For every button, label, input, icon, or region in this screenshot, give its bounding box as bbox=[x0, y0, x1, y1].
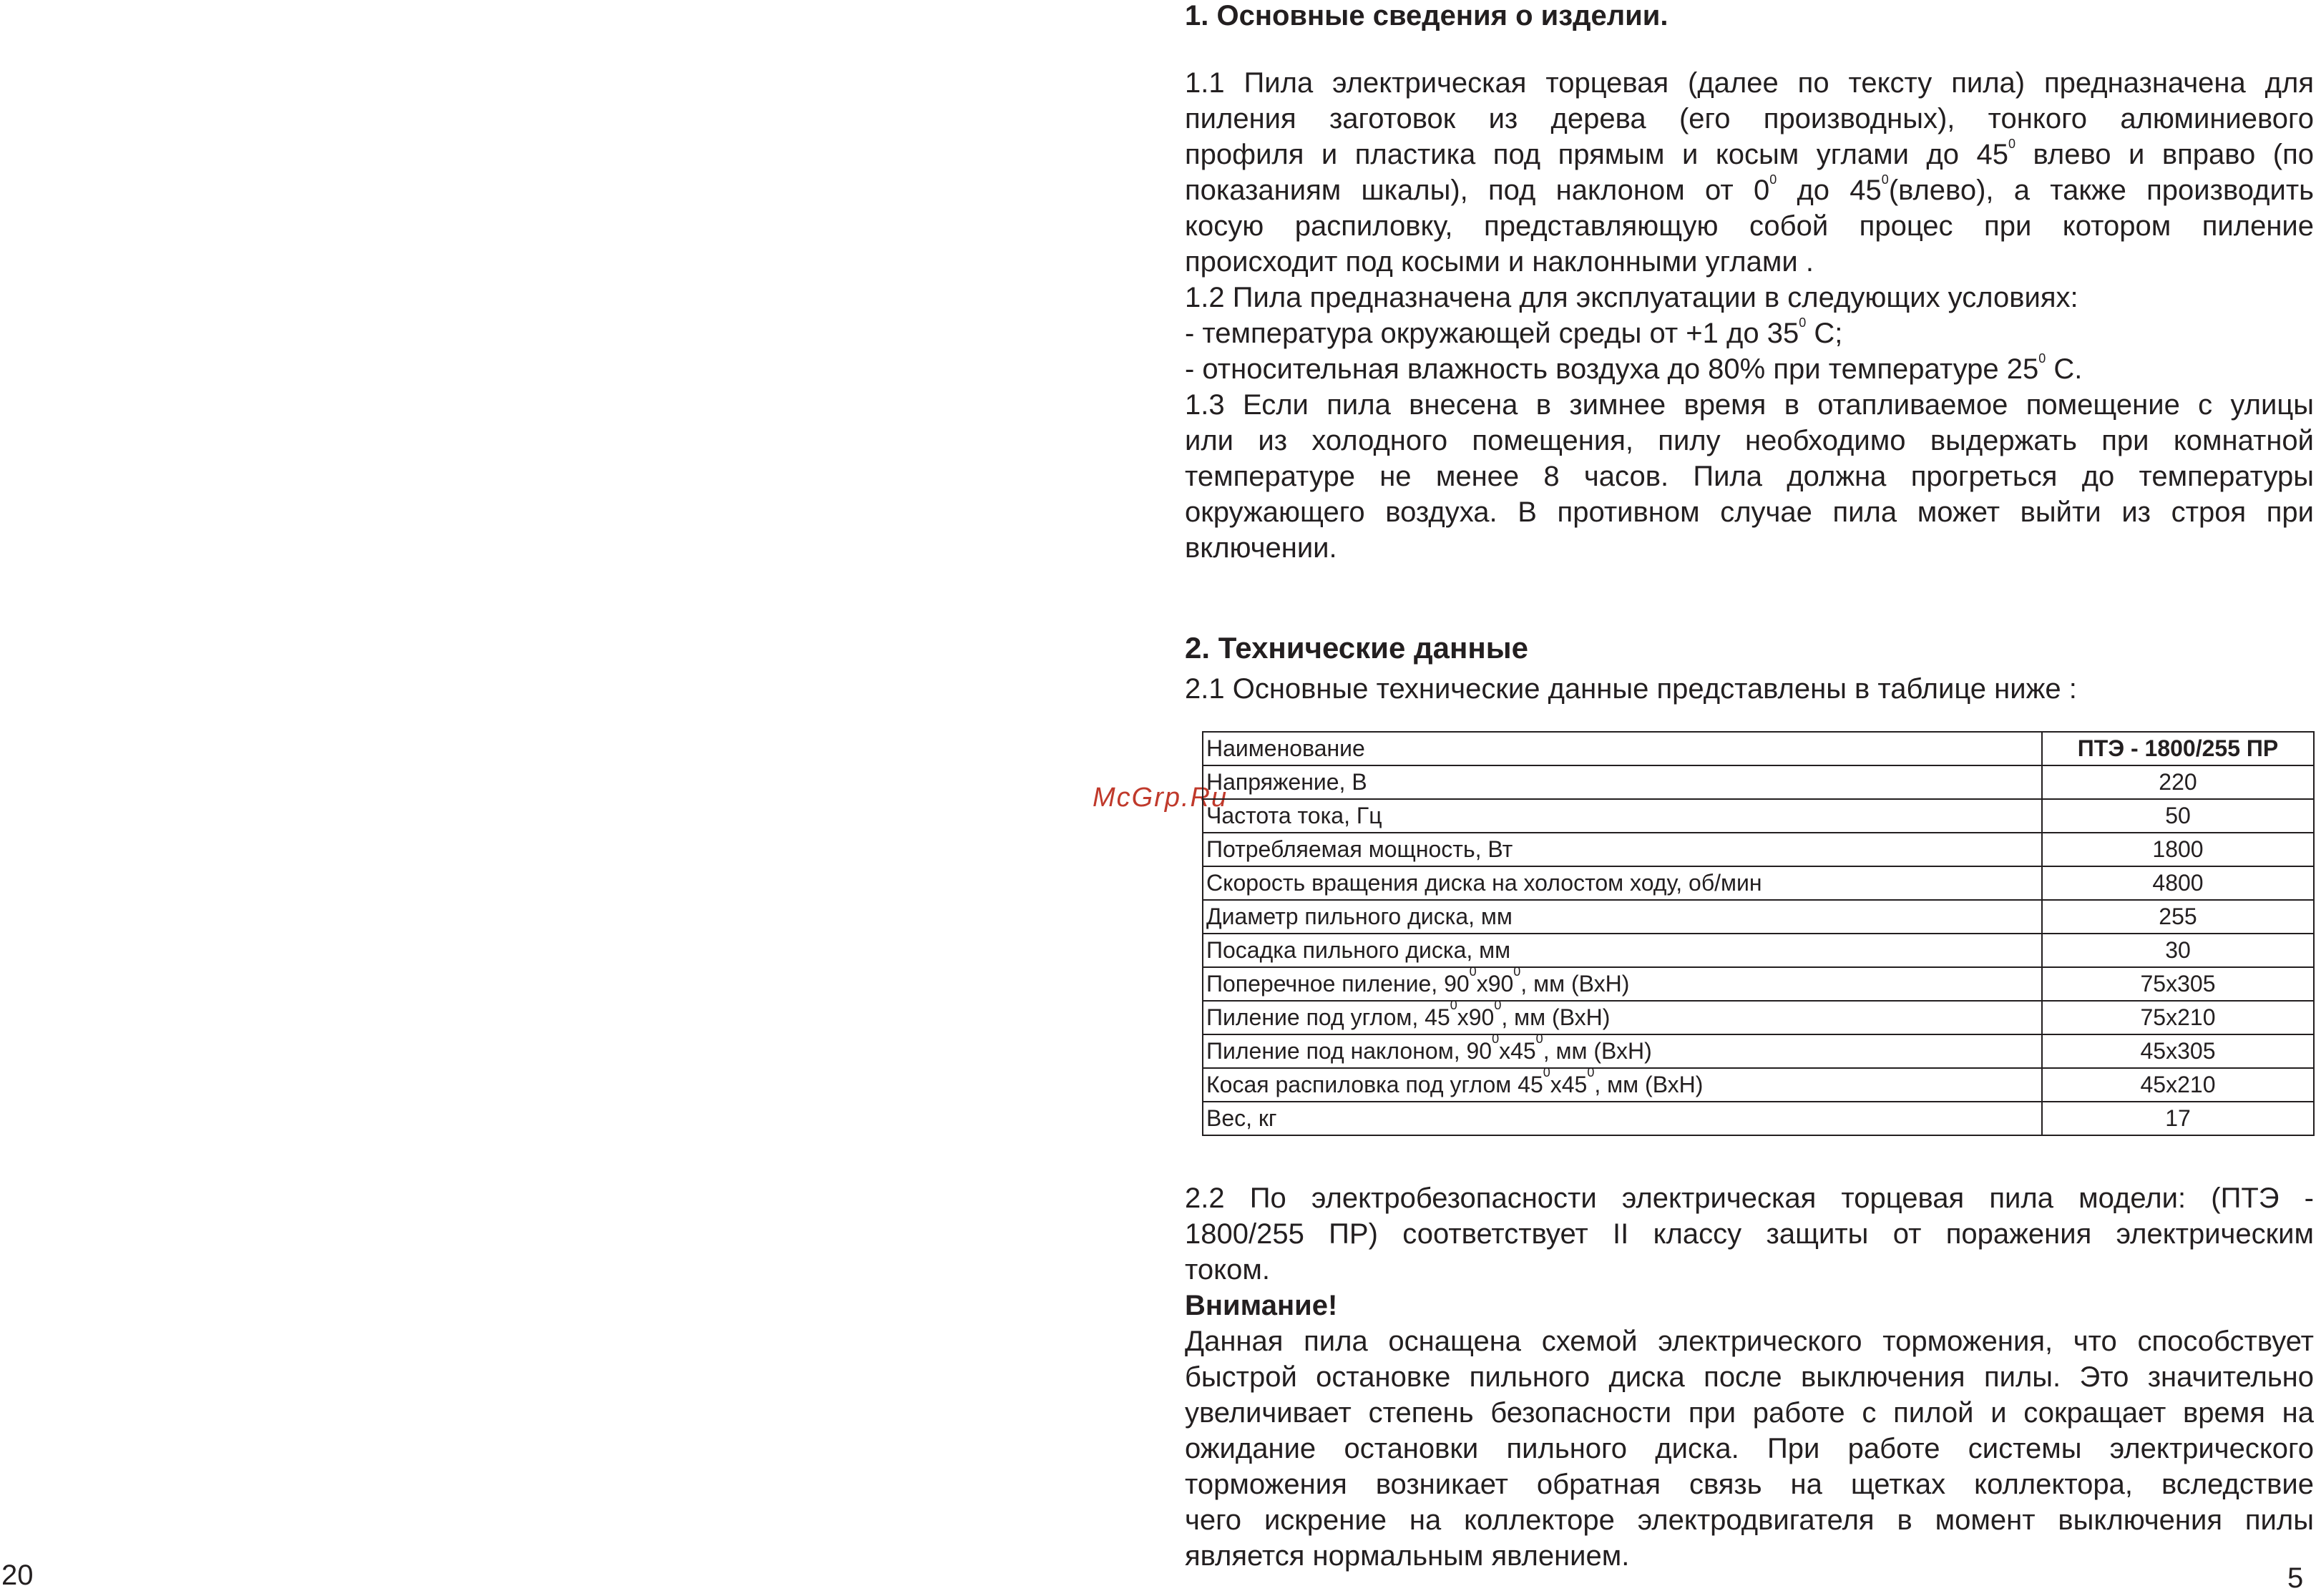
degree-mark: 0 bbox=[1535, 1032, 1543, 1046]
text-line: 1.1 Пила электрическая торцевая (далее по тексту пила) предназначена для bbox=[1185, 67, 2314, 99]
spec-name: Косая распиловка под углом $45^0х45^0$, мм (ВхН) bbox=[1203, 1068, 2042, 1102]
degree-mark: 0 bbox=[2038, 351, 2046, 366]
spec-value: 45x210 bbox=[2042, 1068, 2314, 1102]
spec-value: 75x305 bbox=[2042, 967, 2314, 1001]
spec-name: Поперечное пиление, $90^0х90^0$, мм (ВхН) bbox=[1203, 967, 2042, 1001]
attention-paragraph bbox=[1185, 1323, 2314, 1574]
text-line: увеличивает степень безопасности при работе с пилой и сокращает время на bbox=[1185, 1397, 2314, 1429]
paragraph-2-1: 2.1 Основные технические данные представлены в таблице ниже : bbox=[1185, 673, 2077, 705]
text-line: чего искрение на коллекторе электродвигателя в момент выключения пилы bbox=[1185, 1504, 2314, 1536]
table-row bbox=[1203, 900, 2314, 934]
specs-table-header bbox=[1203, 732, 2314, 765]
specs-header-name: Наименование bbox=[1203, 732, 2042, 765]
degree-mark: 0 bbox=[1881, 172, 1889, 187]
paragraph-1-2 bbox=[1185, 280, 2314, 387]
page-number-right: 5 bbox=[2287, 1562, 2304, 1594]
spec-value: 45x305 bbox=[2042, 1034, 2314, 1068]
spec-name: Скорость вращения диска на холостом ходу, об/мин bbox=[1203, 866, 2042, 900]
spec-name: Потребляемая мощность, Вт bbox=[1203, 833, 2042, 866]
paragraph-1-3 bbox=[1185, 387, 2314, 566]
spec-name: Посадка пильного диска, мм bbox=[1203, 934, 2042, 967]
spec-name: Пиление под углом, $45^0х90^0$, мм (ВхН) bbox=[1203, 1001, 2042, 1034]
watermark: McGrp.Ru bbox=[1093, 783, 1228, 813]
text-line: профиля и пластика под прямым и косым углами до $45^0$ влево и вправо (по bbox=[1185, 137, 2315, 170]
text-line: 1800/255 ПР) соответствует II классу защиты от поражения электрическим bbox=[1185, 1218, 2314, 1250]
text-line: Данная пила оснащена схемой электрического торможения, что способствует bbox=[1185, 1326, 2314, 1357]
spec-value: 50 bbox=[2042, 799, 2314, 833]
spec-name: Диаметр пильного диска, мм bbox=[1203, 900, 2042, 934]
paragraph-1-1 bbox=[1185, 65, 2314, 280]
spec-value: 17 bbox=[2042, 1102, 2314, 1135]
degree-mark: 0 bbox=[1799, 315, 1807, 330]
attention-title: Внимание! bbox=[1185, 1290, 1338, 1321]
text-line: током. bbox=[1185, 1254, 1270, 1286]
text-line: пиления заготовок из дерева (его производных), тонкого алюминиевого bbox=[1185, 103, 2314, 134]
degree-mark: 0 bbox=[1543, 1065, 1550, 1079]
spec-name: Напряжение, В bbox=[1203, 765, 2042, 799]
page-number-left: 20 bbox=[1, 1560, 34, 1591]
degree-mark: 0 bbox=[1769, 172, 1777, 187]
table-row bbox=[1203, 934, 2314, 967]
table-row bbox=[1203, 1034, 2314, 1068]
spec-value: 4800 bbox=[2042, 866, 2314, 900]
degree-mark: 0 bbox=[1494, 998, 1502, 1012]
text-line: включении. bbox=[1185, 532, 1337, 564]
specs-header-model: ПТЭ - 1800/255 ПР bbox=[2042, 732, 2314, 765]
section-2-title: 2. Технические данные bbox=[1185, 631, 1529, 665]
text-line: - относительная влажность воздуха до 80% при температуре $25^0$ С. bbox=[1185, 351, 2083, 385]
text-line: - температура окружающей среды от +1 до $35^0$ С; bbox=[1185, 315, 1843, 349]
degree-mark: 0 bbox=[1587, 1065, 1595, 1079]
table-row bbox=[1203, 799, 2314, 833]
text-line: 1.2 Пила предназначена для эксплуатации в следующих условиях: bbox=[1185, 282, 2078, 313]
spec-value: 255 bbox=[2042, 900, 2314, 934]
table-row bbox=[1203, 1068, 2314, 1102]
specs-table bbox=[1202, 731, 2315, 1136]
section-1-title: 1. Основные сведения о изделии. bbox=[1185, 0, 1668, 31]
text-line: или из холодного помещения, пилу необходимо выдержать при комнатной bbox=[1185, 425, 2314, 456]
text-line: температуре не менее 8 часов. Пила должна прогреться до температуры bbox=[1185, 461, 2314, 492]
table-row bbox=[1203, 866, 2314, 900]
text-line: окружающего воздуха. В противном случае пила может выйти из строя при bbox=[1185, 496, 2314, 528]
spec-value: 220 bbox=[2042, 765, 2314, 799]
spec-value: 1800 bbox=[2042, 833, 2314, 866]
text-line: происходит под косыми и наклонными углами . bbox=[1185, 246, 1814, 278]
spec-value: 75x210 bbox=[2042, 1001, 2314, 1034]
table-row bbox=[1203, 765, 2314, 799]
text-line: является нормальным явлением. bbox=[1185, 1540, 1630, 1572]
text-line: 2.2 По электробезопасности электрическая торцевая пила модели: (ПТЭ - bbox=[1185, 1183, 2314, 1214]
spec-name: Частота тока, Гц bbox=[1203, 799, 2042, 833]
text-line: быстрой остановке пильного диска после выключения пилы. Это значительно bbox=[1185, 1361, 2314, 1393]
degree-mark: 0 bbox=[1450, 998, 1457, 1012]
table-row bbox=[1203, 1102, 2314, 1135]
text-line: 1.3 Если пила внесена в зимнее время в отапливаемое помещение с улицы bbox=[1185, 389, 2314, 421]
text-line: торможения возникает обратная связь на щетках коллектора, вследствие bbox=[1185, 1469, 2314, 1500]
text-line: косую распиловку, представляющую собой процес при котором пиление bbox=[1185, 210, 2314, 242]
spec-name: Вес, кг bbox=[1203, 1102, 2042, 1135]
paragraph-2-2 bbox=[1185, 1180, 2314, 1288]
table-row bbox=[1203, 1001, 2314, 1034]
spec-name: Пиление под наклоном, $90^0х45^0$, мм (ВхН) bbox=[1203, 1034, 2042, 1068]
degree-mark: 0 bbox=[1513, 964, 1521, 979]
spec-value: 30 bbox=[2042, 934, 2314, 967]
table-row bbox=[1203, 833, 2314, 866]
degree-mark: 0 bbox=[1469, 964, 1477, 979]
table-row bbox=[1203, 967, 2314, 1001]
degree-mark: 0 bbox=[2008, 137, 2016, 151]
text-line: ожидание остановки пильного диска. При работе системы электрического bbox=[1185, 1433, 2314, 1464]
degree-mark: 0 bbox=[1492, 1032, 1500, 1046]
text-line: показаниям шкалы), под наклоном от $0^0$ до $45^0(влево)$, а также производить bbox=[1185, 172, 2314, 206]
